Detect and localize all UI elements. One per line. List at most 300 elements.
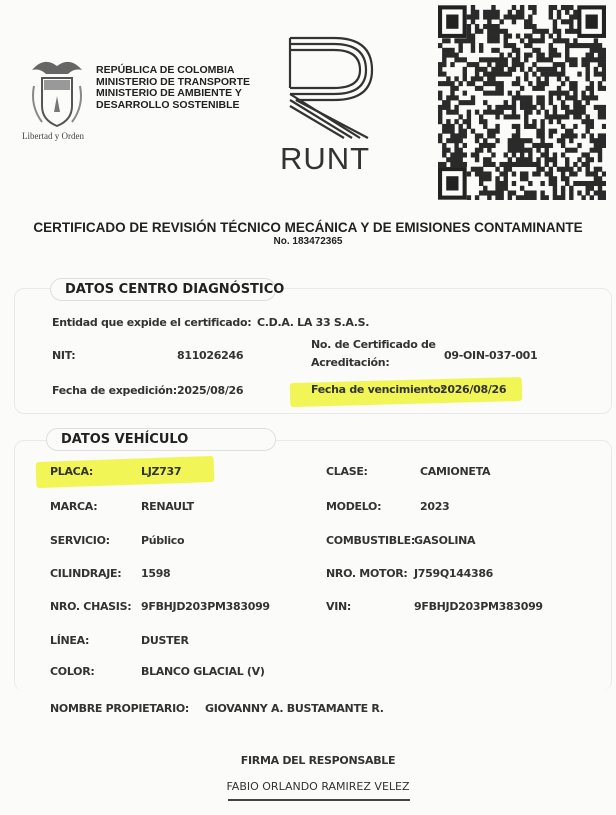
qr-module (581, 110, 585, 115)
qr-module (590, 81, 594, 86)
qr-module (577, 110, 581, 115)
qr-module (450, 53, 454, 58)
qr-module (553, 176, 557, 181)
qr-module (549, 67, 553, 72)
qr-module (602, 76, 606, 81)
qr-module (573, 95, 577, 100)
qr-module (446, 100, 450, 105)
motor-label: NRO. MOTOR: (326, 567, 408, 580)
qr-module (454, 86, 458, 91)
qr-module (520, 15, 524, 20)
qr-module (557, 76, 561, 81)
qr-module (524, 100, 528, 105)
qr-module (471, 81, 475, 86)
qr-module (475, 67, 479, 72)
qr-module (590, 195, 594, 200)
qr-module (602, 114, 606, 119)
qr-module (602, 124, 606, 129)
qr-module (569, 167, 573, 172)
qr-module (508, 34, 512, 39)
qr-module (512, 48, 516, 53)
qr-module (545, 29, 549, 34)
qr-module (545, 157, 549, 162)
qr-module (504, 100, 508, 105)
qr-module (598, 148, 602, 153)
qr-module (487, 24, 491, 29)
qr-module (549, 10, 553, 15)
qr-module (499, 67, 503, 72)
entidad-label: Entidad que expide el certificado: (52, 316, 252, 329)
qr-module (586, 186, 590, 191)
qr-module (479, 133, 483, 138)
qr-module (463, 129, 467, 134)
qr-module (438, 62, 442, 67)
qr-module (577, 167, 581, 172)
qr-module (573, 91, 577, 96)
qr-module (553, 72, 557, 77)
qr-module (586, 43, 590, 48)
qr-module (569, 190, 573, 195)
qr-module (573, 100, 577, 105)
qr-module (524, 176, 528, 181)
qr-module (512, 190, 516, 195)
qr-module (581, 62, 585, 67)
qr-module (446, 48, 450, 53)
qr-module (573, 133, 577, 138)
qr-module (549, 114, 553, 119)
qr-module (483, 24, 487, 29)
qr-module (524, 19, 528, 24)
qr-module (602, 110, 606, 115)
qr-module (471, 5, 475, 10)
qr-module (495, 72, 499, 77)
qr-module (553, 24, 557, 29)
qr-module (516, 34, 520, 39)
qr-module (499, 190, 503, 195)
qr-module (561, 152, 565, 157)
qr-module (450, 81, 454, 86)
qr-module (586, 129, 590, 134)
qr-module (553, 62, 557, 67)
qr-module (553, 162, 557, 167)
color-value: BLANCO GLACIAL (V) (141, 665, 265, 678)
qr-module (545, 67, 549, 72)
qr-module (528, 100, 532, 105)
qr-module (508, 15, 512, 20)
qr-module (569, 19, 573, 24)
qr-module (557, 119, 561, 124)
qr-module (577, 181, 581, 186)
qr-module (569, 110, 573, 115)
qr-module (508, 143, 512, 148)
qr-module (532, 38, 536, 43)
qr-module (545, 76, 549, 81)
qr-module (565, 162, 569, 167)
qr-module (549, 48, 553, 53)
qr-module (446, 129, 450, 134)
qr-module (602, 53, 606, 58)
qr-module (573, 110, 577, 115)
qr-module (495, 67, 499, 72)
qr-module (553, 5, 557, 10)
qr-module (561, 167, 565, 172)
qr-module (524, 124, 528, 129)
qr-module (553, 190, 557, 195)
qr-module (483, 138, 487, 143)
qr-module (553, 186, 557, 191)
qr-module (581, 152, 585, 157)
qr-module (590, 43, 594, 48)
qr-module (573, 148, 577, 153)
qr-module (504, 176, 508, 181)
qr-module (450, 138, 454, 143)
qr-module (479, 171, 483, 176)
qr-module (581, 181, 585, 186)
qr-module (573, 105, 577, 110)
qr-module (549, 43, 553, 48)
qr-module (491, 81, 495, 86)
qr-module (458, 157, 462, 162)
qr-module (512, 100, 516, 105)
qr-module (569, 171, 573, 176)
qr-module (471, 76, 475, 81)
qr-module (508, 67, 512, 72)
qr-module (454, 110, 458, 115)
qr-module (487, 38, 491, 43)
qr-module (524, 72, 528, 77)
qr-module (495, 81, 499, 86)
qr-module (458, 100, 462, 105)
qr-module (557, 29, 561, 34)
qr-module (573, 181, 577, 186)
qr-module (590, 91, 594, 96)
qr-module (495, 62, 499, 67)
qr-module (438, 110, 442, 115)
qr-module (557, 138, 561, 143)
qr-module (540, 72, 544, 77)
qr-module (487, 72, 491, 77)
qr-module (463, 91, 467, 96)
qr-module (475, 76, 479, 81)
qr-module (561, 114, 565, 119)
qr-module (540, 181, 544, 186)
qr-module (499, 29, 503, 34)
qr-module (573, 81, 577, 86)
qr-module (528, 24, 532, 29)
qr-module (520, 100, 524, 105)
qr-module (532, 5, 536, 10)
qr-module (495, 29, 499, 34)
qr-module (536, 110, 540, 115)
qr-module (540, 119, 544, 124)
qr-module (450, 91, 454, 96)
qr-module (540, 38, 544, 43)
qr-module (495, 138, 499, 143)
qr-module (557, 53, 561, 58)
qr-module (557, 86, 561, 91)
qr-module (520, 148, 524, 153)
qr-module (479, 76, 483, 81)
qr-module (471, 15, 475, 20)
clase-value: CAMIONETA (420, 465, 491, 478)
qr-module (598, 86, 602, 91)
qr-module (520, 157, 524, 162)
qr-module (553, 67, 557, 72)
qr-module (504, 43, 508, 48)
qr-finder (446, 176, 458, 190)
qr-module (458, 162, 462, 167)
qr-module (598, 48, 602, 53)
qr-module (594, 57, 598, 62)
qr-module (528, 43, 532, 48)
qr-module (569, 29, 573, 34)
qr-module (549, 95, 553, 100)
qr-module (483, 190, 487, 195)
qr-module (491, 57, 495, 62)
qr-module (565, 38, 569, 43)
qr-module (569, 186, 573, 191)
qr-module (479, 57, 483, 62)
vin-label: VIN: (326, 600, 352, 613)
qr-module (487, 195, 491, 200)
qr-module (536, 29, 540, 34)
qr-module (467, 38, 471, 43)
qr-module (475, 138, 479, 143)
qr-module (590, 86, 594, 91)
qr-module (561, 143, 565, 148)
qr-module (520, 10, 524, 15)
qr-module (463, 143, 467, 148)
qr-module (495, 195, 499, 200)
qr-module (569, 81, 573, 86)
qr-module (454, 119, 458, 124)
qr-module (495, 38, 499, 43)
qr-module (561, 72, 565, 77)
vencimiento-value: 2026/08/26 (440, 383, 507, 396)
qr-module (487, 171, 491, 176)
servicio-value: Público (141, 534, 185, 547)
qr-module (594, 67, 598, 72)
qr-module (565, 76, 569, 81)
qr-module (553, 38, 557, 43)
qr-module (561, 195, 565, 200)
qr-module (442, 129, 446, 134)
qr-module (594, 176, 598, 181)
qr-module (528, 53, 532, 58)
qr-module (463, 76, 467, 81)
qr-finder (446, 15, 458, 29)
qr-module (590, 124, 594, 129)
qr-module (528, 34, 532, 39)
qr-module (573, 162, 577, 167)
combustible-value: GASOLINA (414, 534, 476, 547)
qr-module (565, 167, 569, 172)
qr-module (512, 138, 516, 143)
qr-module (565, 105, 569, 110)
qr-module (504, 181, 508, 186)
qr-module (520, 171, 524, 176)
qr-module (594, 138, 598, 143)
qr-module (557, 114, 561, 119)
qr-module (561, 171, 565, 176)
qr-module (598, 138, 602, 143)
qr-module (475, 110, 479, 115)
linea-value: DUSTER (141, 634, 189, 647)
qr-module (442, 100, 446, 105)
qr-module (598, 57, 602, 62)
qr-module (569, 129, 573, 134)
acreditacion-value: 09-OIN-037-001 (444, 349, 538, 362)
qr-module (549, 143, 553, 148)
qr-module (565, 53, 569, 58)
qr-module (524, 110, 528, 115)
qr-module (573, 124, 577, 129)
qr-module (487, 157, 491, 162)
qr-module (602, 171, 606, 176)
qr-module (524, 162, 528, 167)
qr-module (528, 190, 532, 195)
qr-module (569, 62, 573, 67)
qr-module (471, 38, 475, 43)
qr-module (463, 72, 467, 77)
qr-module (467, 34, 471, 39)
qr-module (540, 105, 544, 110)
qr-module (524, 119, 528, 124)
qr-module (475, 157, 479, 162)
qr-module (532, 195, 536, 200)
qr-module (458, 48, 462, 53)
qr-module (553, 129, 557, 134)
qr-module (512, 133, 516, 138)
qr-module (524, 34, 528, 39)
qr-module (450, 124, 454, 129)
qr-module (528, 157, 532, 162)
qr-module (602, 195, 606, 200)
qr-module (499, 86, 503, 91)
qr-module (594, 43, 598, 48)
qr-module (475, 62, 479, 67)
qr-module (438, 114, 442, 119)
qr-module (487, 133, 491, 138)
qr-module (553, 181, 557, 186)
qr-module (528, 95, 532, 100)
qr-module (532, 29, 536, 34)
qr-module (516, 91, 520, 96)
qr-module (442, 62, 446, 67)
qr-module (475, 72, 479, 77)
qr-module (450, 162, 454, 167)
qr-module (586, 119, 590, 124)
qr-module (446, 76, 450, 81)
qr-module (557, 38, 561, 43)
qr-module (491, 34, 495, 39)
qr-module (536, 143, 540, 148)
qr-module (450, 86, 454, 91)
qr-module (598, 186, 602, 191)
qr-module (512, 62, 516, 67)
qr-module (602, 48, 606, 53)
qr-module (487, 190, 491, 195)
qr-module (483, 157, 487, 162)
qr-module (540, 152, 544, 157)
qr-module (528, 38, 532, 43)
qr-module (499, 19, 503, 24)
qr-module (512, 67, 516, 72)
qr-module (487, 110, 491, 115)
qr-module (467, 171, 471, 176)
qr-module (569, 57, 573, 62)
qr-module (495, 186, 499, 191)
qr-module (528, 148, 532, 153)
marca-label: MARCA: (50, 500, 98, 513)
qr-module (458, 57, 462, 62)
qr-module (487, 162, 491, 167)
modelo-value: 2023 (420, 500, 450, 513)
qr-module (479, 48, 483, 53)
qr-module (508, 105, 512, 110)
qr-module (495, 34, 499, 39)
coat-of-arms-icon (24, 56, 90, 136)
qr-module (561, 186, 565, 191)
qr-module (495, 190, 499, 195)
qr-module (602, 190, 606, 195)
qr-module (512, 5, 516, 10)
qr-module (528, 181, 532, 186)
qr-module (524, 157, 528, 162)
qr-module (499, 62, 503, 67)
qr-module (545, 162, 549, 167)
qr-module (442, 105, 446, 110)
qr-module (553, 48, 557, 53)
qr-module (557, 167, 561, 172)
qr-module (463, 100, 467, 105)
qr-module (532, 162, 536, 167)
placa-value: LJZ737 (141, 465, 182, 478)
qr-module (508, 167, 512, 172)
qr-module (581, 133, 585, 138)
qr-module (512, 15, 516, 20)
qr-module (446, 110, 450, 115)
qr-module (508, 91, 512, 96)
qr-module (446, 53, 450, 58)
qr-module (499, 72, 503, 77)
qr-module (454, 157, 458, 162)
qr-module (520, 95, 524, 100)
qr-module (565, 133, 569, 138)
qr-module (499, 53, 503, 58)
qr-module (467, 114, 471, 119)
qr-module (487, 29, 491, 34)
qr-module (520, 105, 524, 110)
qr-module (532, 10, 536, 15)
qr-module (479, 119, 483, 124)
qr-module (590, 53, 594, 58)
qr-module (557, 15, 561, 20)
qr-module (479, 43, 483, 48)
cilindraje-label: CILINDRAJE: (50, 567, 122, 580)
linea-label: LÍNEA: (50, 634, 90, 647)
qr-module (520, 38, 524, 43)
qr-module (442, 53, 446, 58)
qr-module (520, 152, 524, 157)
qr-module (581, 91, 585, 96)
qr-module (549, 133, 553, 138)
qr-module (581, 162, 585, 167)
qr-module (565, 10, 569, 15)
modelo-label: MODELO: (326, 500, 382, 513)
qr-module (504, 167, 508, 172)
qr-module (471, 62, 475, 67)
